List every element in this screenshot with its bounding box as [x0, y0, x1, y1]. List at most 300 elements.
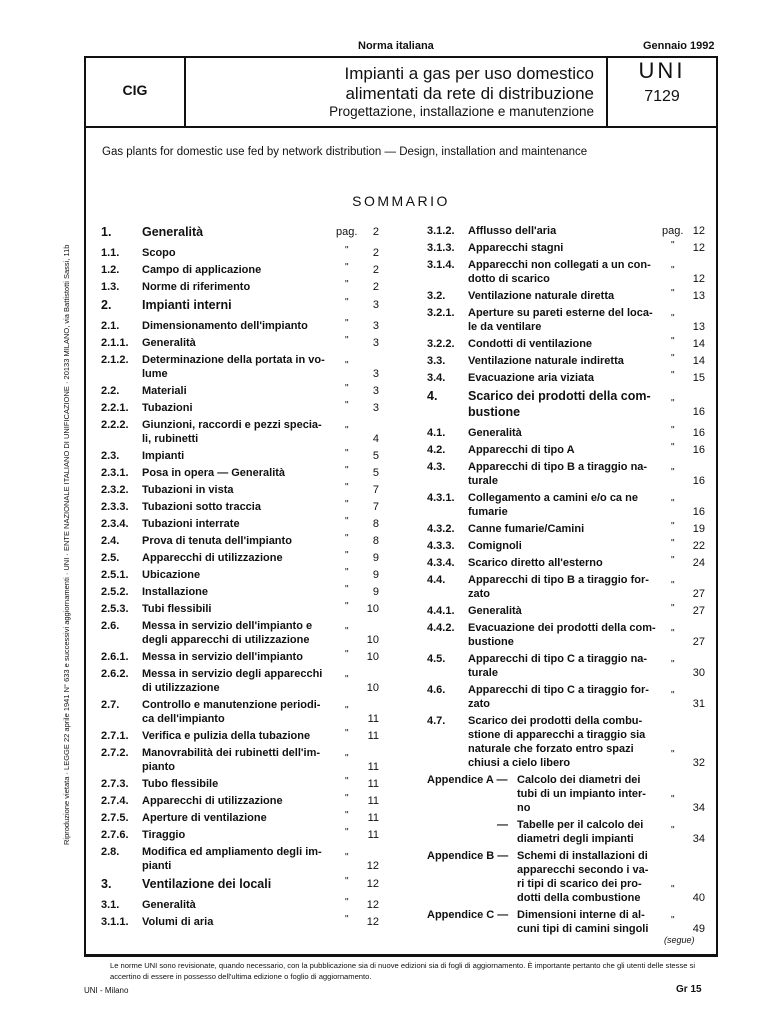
toc-title: Messa in servizio degli apparecchi di utilizzazione [142, 668, 323, 694]
toc-number: 4.3.4. [427, 557, 455, 569]
toc-page-number: 24 [692, 557, 705, 569]
toc-title: Controllo e manutenzione periodi- ca dell'impianto [142, 699, 321, 725]
toc-entry [101, 811, 381, 825]
toc-page-number: 8 [372, 518, 379, 530]
ditto-mark: " [671, 288, 675, 299]
toc-entry [427, 621, 707, 649]
toc-title: Generalità [142, 337, 196, 349]
ditto-mark: " [345, 465, 349, 476]
toc-number: 3.1.4. [427, 259, 455, 271]
ditto-mark: " [671, 442, 675, 453]
toc-page-number: 11 [367, 761, 379, 773]
toc-page-number: 12 [366, 916, 379, 928]
toc-entry [101, 602, 381, 616]
toc-title: Ventilazione dei locali [142, 877, 272, 891]
toc-number: 4.3. [427, 461, 446, 473]
toc-title: Manovrabilità dei rubinetti dell'im- pianto [142, 747, 321, 773]
toc-page-number: 12 [366, 899, 379, 911]
toc-entry [101, 401, 381, 415]
toc-entry [101, 246, 381, 260]
toc-entry [101, 384, 381, 398]
toc-number: 2.7.1. [101, 730, 129, 742]
toc-entry [101, 845, 381, 873]
toc-title: Modifica ed ampliamento degli im- pianti [142, 846, 322, 872]
ditto-mark: " [345, 793, 349, 804]
toc-page-number: 14 [692, 355, 705, 367]
toc-entry [427, 306, 707, 334]
toc-title: Aperture su pareti esterne del loca- le da ventilare [468, 307, 653, 333]
toc-page-number: 32 [692, 757, 705, 769]
ditto-mark: " [671, 603, 675, 614]
toc-title: Dimensioni interne di al- cuni tipi di camini singoli [517, 909, 649, 935]
toc-entry [101, 353, 381, 381]
toc-number: Appendice A — [427, 774, 508, 786]
toc-page-number: 4 [372, 433, 379, 445]
ditto-mark: " [345, 852, 349, 863]
toc-title: Generalità [468, 605, 522, 617]
toc-number: 2.1. [101, 320, 120, 332]
toc-title: Apparecchi non collegati a un con- dotto di scarico [468, 259, 651, 285]
toc-title: Comignoli [468, 540, 522, 552]
toc-page-number: 13 [692, 290, 705, 302]
ditto-mark: " [345, 448, 349, 459]
toc-number: 2.7.3. [101, 778, 129, 790]
toc-page-number: 11 [367, 795, 379, 807]
toc-page-number: 2 [372, 264, 379, 276]
toc-number: 4.5. [427, 653, 446, 665]
toc-title: Determinazione della portata in vo- lume [142, 354, 325, 380]
toc-title: Scopo [142, 247, 176, 259]
toc-number: — [497, 819, 508, 831]
toc-entry [101, 828, 381, 842]
ditto-mark: " [671, 398, 675, 409]
toc-number: Appendice B — [427, 850, 509, 862]
ditto-mark: " [345, 400, 349, 411]
toc-number: 3. [101, 877, 112, 891]
ditto-mark: " [345, 584, 349, 595]
toc-title: Giunzioni, raccordi e pezzi specia- li, rubinetti [142, 419, 322, 445]
ditto-mark: " [345, 601, 349, 612]
ditto-mark: " [345, 550, 349, 561]
toc-number: 2.3.3. [101, 501, 129, 513]
toc-page-number: 10 [366, 603, 379, 615]
ditto-mark: " [345, 705, 349, 716]
toc-entry [427, 522, 707, 536]
ditto-mark: " [671, 628, 675, 639]
toc-number: 1. [101, 225, 112, 239]
toc-title: Posa in opera — Generalità [142, 467, 286, 479]
toc-entry [427, 289, 707, 303]
toc-page-number: 5 [372, 450, 379, 462]
toc-title: Apparecchi di tipo C a tiraggio for- zato [468, 684, 649, 710]
toc-page-number: 11 [367, 829, 379, 841]
toc-entry [427, 604, 707, 618]
toc-page-number: 16 [692, 506, 705, 518]
toc-number: 2.2.2. [101, 419, 129, 431]
ditto-mark: " [345, 649, 349, 660]
toc-title: Apparecchi di tipo C a tiraggio na- turale [468, 653, 648, 679]
ditto-mark: " [671, 313, 675, 324]
toc-entry [101, 650, 381, 664]
top-center-label: Norma italiana [358, 40, 434, 52]
toc-number: 2.6.1. [101, 651, 129, 663]
toc-entry [427, 426, 707, 440]
ditto-mark: " [345, 674, 349, 685]
uni-number: 7129 [644, 88, 680, 105]
toc-title: Verifica e pulizia della tubazione [142, 730, 311, 742]
toc-number: 2.3.2. [101, 484, 129, 496]
toc-entry [101, 777, 381, 791]
toc-page-number: 30 [692, 667, 705, 679]
toc-title: Norme di riferimento [142, 281, 251, 293]
toc-number: 4.7. [427, 715, 446, 727]
toc-title: Ubicazione [142, 569, 201, 581]
toc-title: Messa in servizio dell'impianto [142, 651, 303, 663]
toc-page-number: 3 [372, 368, 379, 380]
toc-entry [427, 818, 707, 846]
toc-title: Collegamento a camini e/o ca ne fumarie [468, 492, 638, 518]
ditto-mark: " [671, 825, 675, 836]
ditto-mark: " [345, 897, 349, 908]
toc-number: Appendice C — [427, 909, 509, 921]
toc-number: 2.2. [101, 385, 120, 397]
ditto-mark: " [345, 776, 349, 787]
toc-number: 4.4. [427, 574, 446, 586]
ditto-mark: " [671, 749, 675, 760]
toc-number: 3.3. [427, 355, 446, 367]
toc-page-number: 7 [372, 484, 379, 496]
ditto-mark: " [671, 884, 675, 895]
toc-entry [101, 297, 381, 313]
toc-page-number: 7 [372, 501, 379, 513]
toc-page-number: 2 [372, 226, 379, 238]
toc-page-number: 3 [372, 402, 379, 414]
toc-entry [101, 336, 381, 350]
toc-entry [101, 449, 381, 463]
sommario-heading: SOMMARIO [352, 193, 450, 209]
toc-page-number: 16 [692, 406, 705, 418]
toc-entry [101, 263, 381, 277]
toc-page-number: 11 [367, 730, 379, 742]
toc-page-number: 11 [367, 812, 379, 824]
toc-entry [101, 585, 381, 599]
ditto-mark: " [345, 383, 349, 394]
ditto-mark: " [671, 659, 675, 670]
toc-page-number: 16 [692, 427, 705, 439]
toc-title: Condotti di ventilazione [468, 338, 593, 350]
toc-entry [101, 534, 381, 548]
ditto-mark: " [345, 810, 349, 821]
ditto-mark: " [345, 262, 349, 273]
toc-page-number: 2 [372, 247, 379, 259]
ditto-mark: " [671, 467, 675, 478]
toc-title: Generalità [142, 225, 204, 239]
toc-page-number: 27 [692, 636, 705, 648]
toc-entry [101, 466, 381, 480]
toc-number: 1.3. [101, 281, 120, 293]
toc-entry [101, 698, 381, 726]
toc-entry [427, 683, 707, 711]
toc-number: 3.2.2. [427, 338, 455, 350]
toc-title: Scarico dei prodotti della com- bustione [468, 389, 651, 419]
ditto-mark: " [671, 240, 675, 251]
toc-entry [427, 652, 707, 680]
ditto-mark: " [345, 482, 349, 493]
toc-title: Prova di tenuta dell'impianto [142, 535, 292, 547]
toc-title: Materiali [142, 385, 187, 397]
ditto-mark: " [671, 353, 675, 364]
toc-page-number: 14 [692, 338, 705, 350]
toc-number: 2.3. [101, 450, 120, 462]
toc-page-number: 3 [372, 299, 379, 311]
toc-page-number: 16 [692, 475, 705, 487]
toc-page-number: 9 [372, 586, 379, 598]
toc-page-number: 49 [692, 923, 705, 935]
title-line-1: Impianti a gas per uso domestico [344, 64, 594, 83]
toc-entry [101, 876, 381, 892]
toc-number: 1.2. [101, 264, 120, 276]
ditto-mark: " [671, 336, 675, 347]
ditto-mark: " [671, 265, 675, 276]
toc-number: 2. [101, 298, 112, 312]
toc-number: 2.7.2. [101, 747, 129, 759]
toc-number: 2.5.2. [101, 586, 129, 598]
toc-number: 1.1. [101, 247, 120, 259]
toc-title: Apparecchi di utilizzazione [142, 795, 283, 807]
ditto-mark: " [671, 538, 675, 549]
toc-number: 4.1. [427, 427, 446, 439]
ditto-mark: " [345, 567, 349, 578]
toc-title: Dimensionamento dell'impianto [142, 320, 308, 332]
toc-number: 2.7. [101, 699, 120, 711]
toc-entry [101, 619, 381, 647]
toc-entry [101, 517, 381, 531]
ditto-mark: " [671, 555, 675, 566]
ditto-mark: " [345, 279, 349, 290]
toc-title: Afflusso dell'aria [468, 225, 557, 237]
toc-entry [101, 551, 381, 565]
toc-entry [101, 794, 381, 808]
toc-page-number: 11 [367, 713, 379, 725]
toc-number: 2.7.5. [101, 812, 129, 824]
ditto-mark: " [671, 425, 675, 436]
toc-number: 4.4.1. [427, 605, 455, 617]
toc-number: 2.5. [101, 552, 120, 564]
toc-entry [427, 443, 707, 457]
ditto-mark: " [671, 498, 675, 509]
toc-title: Scarico diretto all'esterno [468, 557, 603, 569]
pag-label: pag. [662, 225, 684, 237]
toc-entry [427, 539, 707, 553]
toc-title: Schemi di installazioni di apparecchi secondo i va- ri tipi di scarico dei pro- dotti della combustione [517, 850, 649, 904]
toc-page-number: 34 [692, 802, 705, 814]
toc-page-number: 10 [366, 682, 379, 694]
toc-entry [101, 729, 381, 743]
toc-page-number: 9 [372, 552, 379, 564]
toc-number: 3.4. [427, 372, 446, 384]
toc-title: Installazione [142, 586, 209, 598]
toc-title: Ventilazione naturale diretta [468, 290, 615, 302]
toc-entry [427, 224, 707, 238]
toc-page-number: 12 [692, 225, 705, 237]
toc-number: 2.5.1. [101, 569, 129, 581]
toc-number: 2.5.3. [101, 603, 129, 615]
subtitle: Progettazione, installazione e manutenzione [329, 104, 594, 119]
segue-label: (segue) [664, 935, 695, 945]
cig-code: CIG [122, 82, 148, 98]
footer-left: UNI - Milano [84, 986, 129, 995]
toc-title: Apparecchi di utilizzazione [142, 552, 283, 564]
toc-number: 2.8. [101, 846, 120, 858]
toc-entry [101, 280, 381, 294]
ditto-mark: " [345, 318, 349, 329]
toc-entry [101, 915, 381, 929]
toc-entry [427, 908, 707, 936]
toc-number: 2.2.1. [101, 402, 129, 414]
toc-number: 3.2. [427, 290, 446, 302]
toc-title: Canne fumarie/Camini [468, 523, 585, 535]
toc-number: 3.1.3. [427, 242, 455, 254]
toc-title: Campo di applicazione [142, 264, 262, 276]
ditto-mark: " [345, 728, 349, 739]
toc-page-number: 11 [367, 778, 379, 790]
toc-number: 3.1. [101, 899, 120, 911]
toc-entry [427, 354, 707, 368]
toc-page-number: 31 [692, 698, 705, 710]
toc-entry [101, 568, 381, 582]
toc-page-number: 27 [692, 605, 705, 617]
toc-entry [427, 388, 707, 420]
footnote: Le norme UNI sono revisionate, quando necessario, con la pubblicazione sia di nuove edizioni sia di fogli di aggiornamento. È importante pertanto che gli utenti delle stesse si accertino di essere in possesso dell'ultima edizione o foglio di aggiornamento. [110, 961, 696, 981]
toc-entry [427, 491, 707, 519]
toc-title: Apparecchi stagni [468, 242, 564, 254]
toc-title: Tabelle per il calcolo dei diametri degli impianti [517, 819, 644, 845]
toc-title: Ventilazione naturale indiretta [468, 355, 624, 367]
ditto-mark: " [671, 370, 675, 381]
side-copyright: Riproduzione vietata · LEGGE 22 aprile 1941 N° 633 e successivi aggiornamenti · UNI · ENTE NAZIONALE ITALIANO DI UNIFICAZIONE · 20133 MILANO, via Battistotti Sassi, 11b [62, 244, 71, 845]
ditto-mark: " [345, 297, 349, 308]
title-line-2: alimentati da rete di distribuzione [345, 84, 594, 103]
toc-number: 3.1.2. [427, 225, 455, 237]
toc-entry [101, 418, 381, 446]
toc-title: Tubazioni interrate [142, 518, 240, 530]
ditto-mark: " [345, 425, 349, 436]
toc-page-number: 10 [366, 634, 379, 646]
toc-page-number: 3 [372, 337, 379, 349]
toc-page-number: 40 [692, 892, 705, 904]
ditto-mark: " [345, 516, 349, 527]
toc-number: 2.6.2. [101, 668, 129, 680]
toc-page-number: 12 [366, 878, 379, 890]
toc-number: 3.2.1. [427, 307, 455, 319]
toc-entry [427, 556, 707, 570]
ditto-mark: " [345, 626, 349, 637]
toc-page-number: 3 [372, 320, 379, 332]
ditto-mark: " [671, 580, 675, 591]
toc-title: Generalità [468, 427, 522, 439]
toc-title: Tubazioni in vista [142, 484, 234, 496]
toc-page-number: 12 [692, 242, 705, 254]
toc-page-number: 3 [372, 385, 379, 397]
toc-title: Evacuazione dei prodotti della com- bustione [468, 622, 656, 648]
toc-entry [101, 746, 381, 774]
toc-number: 2.4. [101, 535, 120, 547]
toc-title: Tubi flessibili [142, 603, 212, 615]
toc-entry [101, 500, 381, 514]
toc-title: Calcolo dei diametri dei tubi di un impianto inter- no [517, 774, 646, 814]
ditto-mark: " [345, 499, 349, 510]
toc-number: 4.3.2. [427, 523, 455, 535]
toc-page-number: 27 [692, 588, 705, 600]
toc-number: 4.3.1. [427, 492, 455, 504]
toc-number: 2.3.1. [101, 467, 129, 479]
toc-entry [101, 483, 381, 497]
toc-title: Apparecchi di tipo A [468, 444, 575, 456]
toc-page-number: 9 [372, 569, 379, 581]
toc-page-number: 12 [366, 860, 379, 872]
ditto-mark: " [345, 753, 349, 764]
toc-page-number: 16 [692, 444, 705, 456]
ditto-mark: " [671, 794, 675, 805]
toc-page-number: 34 [692, 833, 705, 845]
ditto-mark: " [671, 521, 675, 532]
toc-title: Apparecchi di tipo B a tiraggio for- zato [468, 574, 649, 600]
footer-right: Gr 15 [676, 984, 702, 995]
toc-number: 4.4.2. [427, 622, 455, 634]
toc-title: Scarico dei prodotti della combu- stione di apparecchi a tiraggio sia naturale che forzato entro spazi chiusi a cielo libero [468, 715, 646, 769]
toc-entry [101, 319, 381, 333]
toc-page-number: 15 [692, 372, 705, 384]
toc-number: 4.6. [427, 684, 446, 696]
toc-page-number: 22 [692, 540, 705, 552]
pag-label: pag. [336, 226, 358, 238]
toc-page-number: 2 [372, 281, 379, 293]
toc-number: 2.1.1. [101, 337, 129, 349]
toc-entry [427, 849, 707, 905]
ditto-mark: " [345, 245, 349, 256]
toc-title: Tubo flessibile [142, 778, 219, 790]
ditto-mark: " [345, 876, 349, 887]
toc-number: 3.1.1. [101, 916, 129, 928]
toc-entry [101, 667, 381, 695]
toc-title: Tubazioni [142, 402, 193, 414]
toc-title: Tiraggio [142, 829, 186, 841]
toc-title: Messa in servizio dell'impianto e degli apparecchi di utilizzazione [142, 620, 313, 646]
toc-page-number: 13 [692, 321, 705, 333]
toc-number: 4.3.3. [427, 540, 455, 552]
toc-title: Impianti [142, 450, 185, 462]
toc-entry [101, 224, 381, 240]
toc-entry [427, 371, 707, 385]
ditto-mark: " [345, 827, 349, 838]
toc-title: Impianti interni [142, 298, 232, 312]
toc-title: Apparecchi di tipo B a tiraggio na- turale [468, 461, 648, 487]
toc-page-number: 12 [692, 273, 705, 285]
toc-entry [427, 773, 707, 815]
toc-entry [427, 258, 707, 286]
toc-number: 2.7.4. [101, 795, 129, 807]
toc-number: 2.3.4. [101, 518, 129, 530]
toc-title: Volumi di aria [142, 916, 214, 928]
toc-entry [427, 714, 707, 770]
ditto-mark: " [345, 914, 349, 925]
toc-number: 2.7.6. [101, 829, 129, 841]
toc-number: 2.1.2. [101, 354, 129, 366]
toc-title: Generalità [142, 899, 196, 911]
toc-entry [101, 898, 381, 912]
toc-page-number: 5 [372, 467, 379, 479]
toc-title: Evacuazione aria viziata [468, 372, 594, 384]
